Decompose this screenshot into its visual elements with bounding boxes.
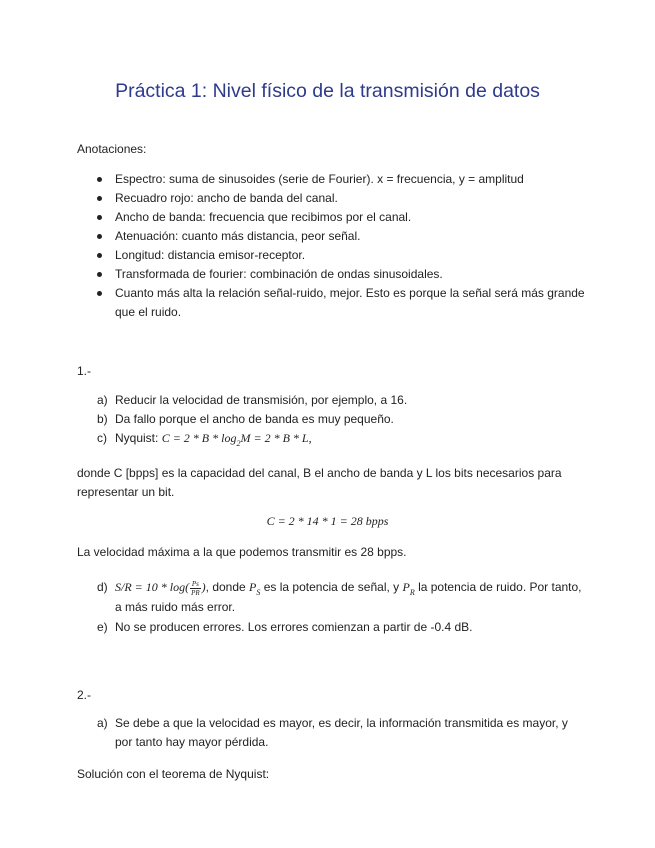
nyquist-solution-label: Solución con el teorema de Nyquist: <box>77 767 270 781</box>
list-item: Transformada de fourier: combinación de ondas sinusoidales. <box>77 265 587 284</box>
list-item: a) Se debe a que la velocidad es mayor, es decir, la información transmitida es mayor, y por tanto hay mayor pérdida. <box>97 716 568 749</box>
section-2-heading: 2.- <box>77 688 92 702</box>
list-item: Ancho de banda: frecuencia que recibimos por el canal. <box>77 208 587 227</box>
capacity-formula: C = 2 * 14 * 1 = 28 bpps <box>266 514 389 528</box>
page-title: Práctica 1: Nivel físico de la transmisión de datos <box>115 80 540 102</box>
list-marker: a) <box>97 393 108 407</box>
bullet-icon <box>97 272 102 277</box>
bullet-icon <box>97 215 102 220</box>
list-marker: b) <box>97 412 108 426</box>
bullet-icon <box>97 196 102 201</box>
list-marker: c) <box>97 431 107 445</box>
section-1-heading: 1.- <box>77 364 92 378</box>
annotations-list <box>77 170 587 322</box>
list-marker: a) <box>97 716 108 730</box>
capacity-explanation: donde C [bpps] es la capacidad del canal, B el ancho de banda y L los bits necesarios para representar un bit. <box>77 466 562 499</box>
list-item: Recuadro rojo: ancho de banda del canal. <box>77 189 587 208</box>
list-item: b) Da fallo porque el ancho de banda es muy pequeño. <box>77 410 587 429</box>
section-1-list-de <box>77 578 587 637</box>
annotations-heading: Anotaciones: <box>77 142 147 156</box>
snr-formula: S/R = 10 * log( $\frac{Ps}{PR}$ ) <box>115 579 206 597</box>
list-item: Espectro: suma de sinusoides (serie de Fourier). x = frecuencia, y = amplitud <box>77 170 587 189</box>
list-marker: d) <box>97 580 108 594</box>
section-1-list-abc <box>77 391 587 449</box>
bullet-icon <box>97 291 102 296</box>
list-item: e) No se producen errores. Los errores comienzan a partir de -0.4 dB. <box>77 618 587 637</box>
nyquist-formula: $C = 2 * B * \log_2M = 2 * B * L$, <box>161 431 312 448</box>
list-item: Cuanto más alta la relación señal-ruido, mejor. Esto es porque la señal será más grande que el ruido. <box>77 284 587 322</box>
section-2-list <box>77 714 587 752</box>
bullet-icon <box>97 253 102 258</box>
list-item: Atenuación: cuanto más distancia, peor señal. <box>77 227 587 246</box>
bullet-icon <box>97 177 102 182</box>
list-item: Longitud: distancia emisor-receptor. <box>77 246 587 265</box>
bullet-icon <box>97 234 102 239</box>
power-ratio-fraction: $\frac{Ps}{PR}$ <box>191 579 200 597</box>
list-item: a) Reducir la velocidad de transmisión, por ejemplo, a 16. <box>77 391 587 410</box>
list-marker: e) <box>97 620 108 634</box>
capacity-result: La velocidad máxima a la que podemos transmitir es 28 bpps. <box>77 545 407 559</box>
list-item: d) S/R = 10 * log( $\frac{Ps}{PR}$ ), donde $P_S$ es la potencia de señal, y $P_R$ la potencia de ruido. Por tanto, a más ruido más error. <box>97 579 582 614</box>
list-item: c) Nyquist: $C = 2 * B * \log_2M = 2 * B * L$, <box>97 431 312 448</box>
